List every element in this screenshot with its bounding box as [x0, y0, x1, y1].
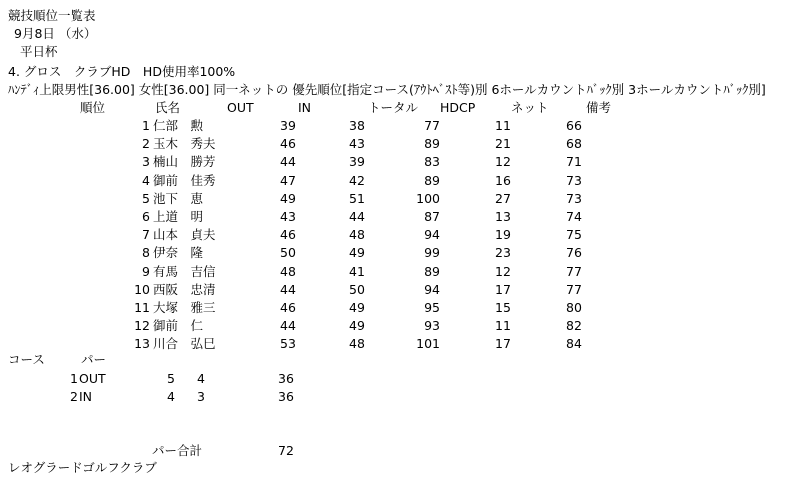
- header-hdcp: HDCP: [440, 100, 476, 115]
- club-name: レオグラードゴルフクラブ: [8, 460, 157, 475]
- cell-out: 44: [280, 154, 296, 170]
- cell-in: 50: [349, 281, 365, 297]
- date: 9月8日 （水）: [14, 26, 97, 41]
- cell-in: 51: [349, 190, 365, 206]
- cell-in: 44: [349, 209, 365, 224]
- cell-net: 77: [566, 281, 582, 297]
- cell-net: 75: [566, 227, 582, 243]
- cell-in: 49: [349, 245, 365, 261]
- par-total-value: 72: [278, 443, 294, 458]
- cell-total: 77: [424, 118, 440, 133]
- cell-net: 73: [566, 190, 582, 206]
- course-label: コース: [8, 352, 45, 367]
- cell-total: 101: [416, 336, 440, 352]
- cell-name: 池下 恵: [153, 190, 204, 206]
- cell-hdcp: 23: [495, 245, 511, 261]
- cell-hdcp: 15: [495, 300, 511, 315]
- cell-hdcp: 17: [495, 336, 511, 352]
- course-cell-a: 5: [167, 371, 175, 386]
- cell-out: 46: [280, 227, 296, 243]
- cell-rank: 6: [142, 209, 150, 224]
- cell-rank: 3: [142, 154, 150, 170]
- par-total-label: パー合計: [152, 443, 203, 458]
- cell-total: 100: [416, 190, 440, 206]
- cell-total: 89: [424, 263, 440, 279]
- competition-condition: 4. グロス クラブHD HD使用率100%: [8, 64, 236, 79]
- cell-name: 仁部 勲: [153, 118, 204, 133]
- cell-in: 49: [349, 300, 365, 315]
- header-name: 氏名: [155, 100, 181, 115]
- cell-net: 68: [566, 136, 582, 152]
- header-in: IN: [298, 100, 312, 115]
- cell-out: 43: [280, 209, 296, 224]
- cell-total: 89: [424, 172, 440, 188]
- header-net: ネット: [511, 100, 549, 115]
- cell-net: 77: [566, 263, 582, 279]
- cell-total: 93: [424, 318, 440, 334]
- cell-rank: 12: [134, 318, 150, 334]
- cell-net: 71: [566, 154, 582, 170]
- cell-total: 95: [424, 300, 440, 315]
- course-cell-b: 3: [197, 389, 205, 404]
- cell-total: 99: [424, 245, 440, 261]
- cell-name: 伊奈 隆: [153, 245, 204, 261]
- cell-total: 87: [424, 209, 440, 224]
- cell-total: 89: [424, 136, 440, 152]
- cell-out: 44: [280, 281, 296, 297]
- cell-hdcp: 16: [495, 172, 511, 188]
- cell-name: 有馬 吉信: [153, 263, 216, 279]
- course-cell-par: 36: [278, 389, 294, 404]
- cell-in: 48: [349, 336, 365, 352]
- cell-hdcp: 11: [495, 118, 511, 133]
- course-cell-b: 4: [197, 371, 205, 386]
- course-cell-par: 36: [278, 371, 294, 386]
- cell-hdcp: 13: [495, 209, 511, 224]
- cell-out: 44: [280, 318, 296, 334]
- cell-net: 82: [566, 318, 582, 334]
- cell-hdcp: 12: [495, 154, 511, 170]
- course-cell-no: 1: [70, 371, 78, 386]
- cell-name: 玉木 秀夫: [153, 136, 216, 152]
- cell-hdcp: 17: [495, 281, 511, 297]
- cell-rank: 9: [142, 263, 150, 279]
- cell-rank: 13: [134, 336, 150, 352]
- cell-net: 74: [566, 209, 582, 224]
- course-cell-name: OUT: [79, 371, 106, 386]
- cell-name: 山本 貞夫: [153, 227, 216, 243]
- cell-name: 上道 明: [153, 209, 204, 224]
- cell-rank: 11: [134, 300, 150, 315]
- cell-hdcp: 11: [495, 318, 511, 334]
- header-out: OUT: [227, 100, 254, 115]
- cell-name: 西阪 忠清: [153, 281, 216, 297]
- cell-total: 83: [424, 154, 440, 170]
- cell-in: 49: [349, 318, 365, 334]
- cell-rank: 8: [142, 245, 150, 261]
- cell-hdcp: 19: [495, 227, 511, 243]
- par-label: パー: [81, 352, 107, 367]
- cell-out: 49: [280, 190, 296, 206]
- cell-out: 53: [280, 336, 296, 352]
- cell-out: 50: [280, 245, 296, 261]
- cell-net: 80: [566, 300, 582, 315]
- cell-net: 76: [566, 245, 582, 261]
- cell-rank: 2: [142, 136, 150, 152]
- cell-in: 41: [349, 263, 365, 279]
- course-cell-name: IN: [79, 389, 93, 404]
- page-title: 競技順位一覧表: [8, 8, 96, 23]
- cell-out: 47: [280, 172, 296, 188]
- cell-out: 39: [280, 118, 296, 133]
- cell-out: 46: [280, 300, 296, 315]
- cell-name: 楠山 勝芳: [153, 154, 216, 170]
- cell-rank: 5: [142, 190, 150, 206]
- cell-hdcp: 21: [495, 136, 511, 152]
- cell-hdcp: 27: [495, 190, 511, 206]
- cell-rank: 4: [142, 172, 150, 188]
- header-rank: 順位: [80, 100, 106, 115]
- cell-in: 38: [349, 118, 365, 133]
- cell-hdcp: 12: [495, 263, 511, 279]
- event-name: 平日杯: [20, 44, 58, 59]
- cell-net: 73: [566, 172, 582, 188]
- cell-in: 43: [349, 136, 365, 152]
- cell-rank: 10: [134, 281, 150, 297]
- cell-rank: 1: [142, 118, 150, 133]
- cell-name: 御前 仁: [153, 318, 204, 334]
- course-cell-no: 2: [70, 389, 78, 404]
- course-cell-a: 4: [167, 389, 175, 404]
- cell-in: 39: [349, 154, 365, 170]
- header-note: 備考: [586, 100, 612, 115]
- cell-name: 御前 佳秀: [153, 172, 216, 188]
- cell-in: 48: [349, 227, 365, 243]
- cell-out: 46: [280, 136, 296, 152]
- cell-rank: 7: [142, 227, 150, 243]
- cell-name: 川合 弘巳: [153, 336, 216, 352]
- cell-total: 94: [424, 281, 440, 297]
- cell-in: 42: [349, 172, 365, 188]
- cell-net: 84: [566, 336, 582, 352]
- cell-total: 94: [424, 227, 440, 243]
- handicap-condition: ﾊﾝﾃﾞｨ上限男性[36.00] 女性[36.00] 同一ネットの 優先順位[指定コース(ｱｳﾄﾍﾞｽﾄ等)別 6ホールカウントﾊﾞｯｸ別 3ホールカウントﾊﾞｯｸ別]: [8, 82, 766, 97]
- header-total: トータル: [368, 100, 419, 115]
- cell-out: 48: [280, 263, 296, 279]
- cell-name: 大塚 雅三: [153, 300, 216, 315]
- cell-net: 66: [566, 118, 582, 133]
